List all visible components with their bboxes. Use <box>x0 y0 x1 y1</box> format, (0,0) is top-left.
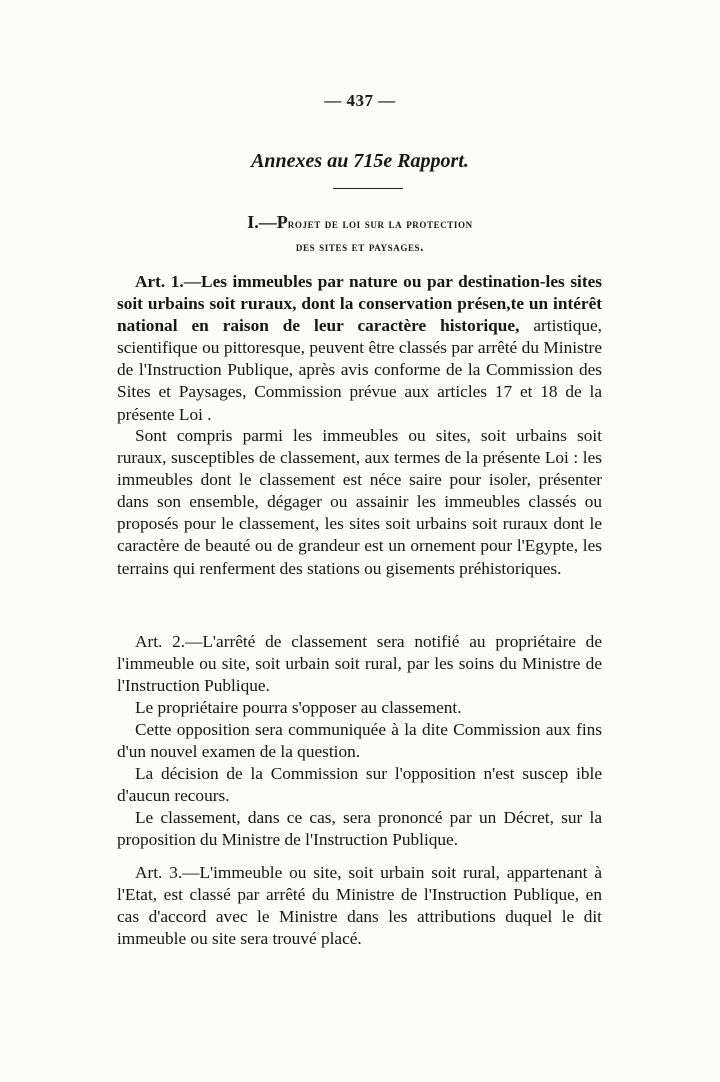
article-1-text: artistique, scientifique ou pittoresque, peuvent être classés par arrêté du Ministre de l'Instruction Publique, après avis conforme de la Commission des Sites et Paysages, Commission prévue aux articles 17 et 18 de la présente Loi . <box>117 316 602 424</box>
article-1-paragraph: Sont compris parmi les immeubles ou sites, soit urbains soit ruraux, susceptibles de classement, aux termes de la présente Loi : les immeubles dont le classement est néce saire pour isoler, présenter dans son ensemble, dégager ou assainir les immeubles classés ou proposés pour le classement, les sites soit urbains soit ruraux dont le caractère de beauté ou de grandeur est un ornement pour l'Egypte, les terrains qui renferment des stations ou gisements préhistoriques. <box>117 426 602 578</box>
article-1-intro <box>117 271 602 426</box>
page-number: — 437 — <box>324 91 396 110</box>
article-1-bold-text: Art. 1.—Les immeubles par nature ou par destination-les sites soit urbains soit ruraux, dont la conservation présen,te un intérêt national en raison de leur caractère historique, <box>117 272 602 336</box>
article-2-paragraph: Le propriétaire pourra s'opposer au classement. <box>135 698 462 717</box>
article-2-intro: Art. 2.—L'arrêté de classement sera notifié au propriétaire de l'immeuble ou site, soit urbain soit rural, par les soins du Ministre de l'Instruction Publique. <box>117 632 602 696</box>
section-heading-prefix: I.—P <box>247 212 288 232</box>
article-2-paragraph: Cette opposition sera communiquée à la dite Commission aux fins d'un nouvel examen de la question. <box>117 720 602 762</box>
article-3-intro: Art. 3.—L'immeuble ou site, soit urbain soit rural, appartenant à l'Etat, est classé par arrêté du Ministre de l'Instruction Publique, en cas d'accord avec le Ministre dans les attributions duquel le dit immeuble ou site sera trouvé placé. <box>117 863 602 949</box>
article-2-paragraph: Le classement, dans ce cas, sera prononcé par un Décret, sur la proposition du Ministre de l'Instruction Publique. <box>117 808 602 850</box>
title-rule <box>333 188 403 189</box>
section-heading-line-2: des sites et paysages. <box>295 239 425 254</box>
annex-title: Annexes au 715e Rapport. <box>251 150 469 172</box>
article-2-paragraph: La décision de la Commission sur l'opposition n'est suscep ible d'aucun recours. <box>117 764 602 806</box>
section-heading <box>0 211 720 258</box>
section-heading-line-1 <box>0 211 720 235</box>
section-heading-rest: rojet de loi sur la protection <box>287 216 473 231</box>
